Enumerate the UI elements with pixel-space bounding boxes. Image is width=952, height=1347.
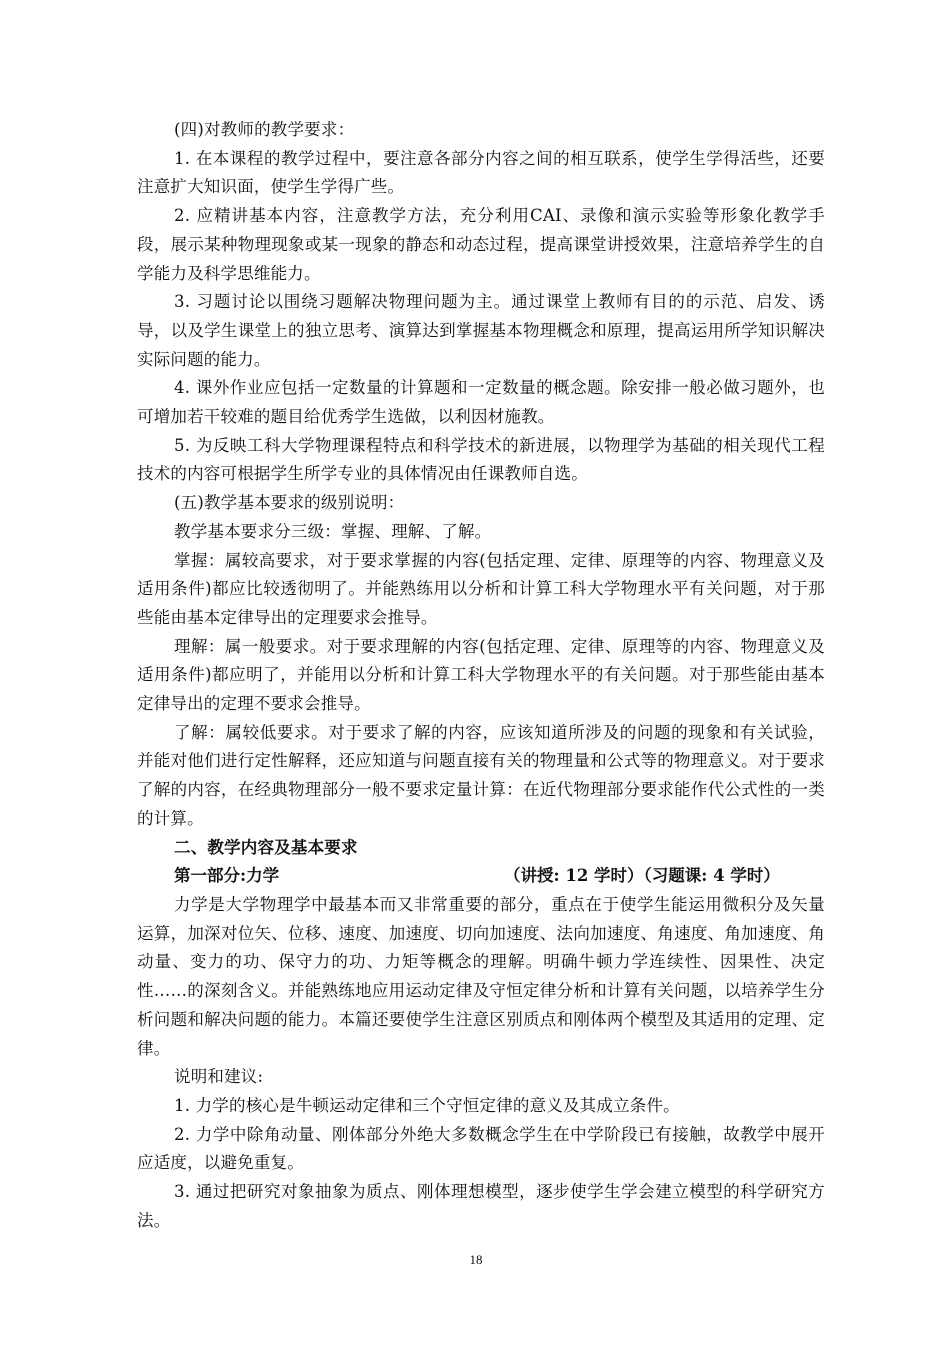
paragraph: 2. 应精讲基本内容，注意教学方法，充分利用CAI、录像和演示实验等形象化教学手段，展示某种物理现象或某一现象的静态和动态过程，提高课堂讲授效果，注意培养学生的自学能力及科学思维能力。 (137, 206, 825, 283)
paragraph: 1. 力学的核心是牛顿运动定律和三个守恒定律的意义及其成立条件。 (174, 1095, 680, 1115)
part-title: 第一部分:力学 (174, 866, 280, 886)
page-content (137, 116, 825, 1235)
subsection-heading-4: (四)对教师的教学要求： (174, 120, 355, 139)
paragraph: 3. 习题讨论以围绕习题解决物理问题为主。通过课堂上教师有目的的示范、启发、诱导，以及学生课堂上的独立思考、演算达到掌握基本物理概念和原理，提高运用所学知识解决实际问题的能力。 (137, 292, 825, 369)
paragraph: 掌握：属较高要求，对于要求掌握的内容(包括定理、定律、原理等的内容、物理意义及适用条件)都应比较透彻明了。并能熟练用以分析和计算工科大学物理水平有关问题，对于那些能由基本定律导出的定理要求会推导。 (137, 550, 825, 627)
paragraph: 3. 通过把研究对象抽象为质点、刚体理想模型，逐步使学生学会建立模型的科学研究方法。 (137, 1182, 825, 1230)
paragraph: 4. 课外作业应包括一定数量的计算题和一定数量的概念题。除安排一般必做习题外，也可增加若干较难的题目给优秀学生选做，以利因材施教。 (137, 378, 825, 427)
paragraph: 说明和建议: (174, 1067, 264, 1087)
paragraph: 了解：属较低要求。对于要求了解的内容，应该知道所涉及的问题的现象和有关试验，并能对他们进行定性解释，还应知道与问题直接有关的物理量和公式等的物理意义。对于要求了解的内容，在经典物理部分一般不要求定量计算：在近代物理部分要求能作代公式性的一类的计算。 (137, 722, 825, 828)
paragraph: 2. 力学中除角动量、刚体部分外绝大多数概念学生在中学阶段已有接触，故教学中展开应适度，以避免重复。 (137, 1124, 825, 1173)
section-heading: 二、教学内容及基本要求 (174, 837, 358, 857)
paragraph: 5. 为反映工科大学物理课程特点和科学技术的新进展，以物理学为基础的相关现代工程技术的内容可根据学生所学专业的具体情况由任课教师自选。 (137, 435, 825, 484)
paragraph: 教学基本要求分三级：掌握、理解、了解。 (174, 521, 492, 541)
paragraph: 1. 在本课程的教学过程中，要注意各部分内容之间的相互联系，使学生学得活些，还要注意扩大知识面，使学生学得广些。 (137, 148, 825, 197)
part-heading (137, 862, 825, 891)
subsection-heading-5: (五)教学基本要求的级别说明： (174, 493, 405, 513)
page-number: 18 (469, 1252, 483, 1267)
part-hours: （讲授: 12 学时）（习题课: 4 学时） (504, 866, 780, 886)
paragraph: 理解：属一般要求。对于要求理解的内容(包括定理、定律、原理等的内容、物理意义及适用条件)都应明了，并能用以分析和计算工科大学物理水平的有关问题。对于那些能由基本定律导出的定理不要求会推导。 (137, 636, 825, 714)
paragraph: 力学是大学物理学中最基本而又非常重要的部分，重点在于使学生能运用微积分及矢量运算，加深对位矢、位移、速度、加速度、切向加速度、法向加速度、角速度、角加速度、角动量、变力的功、保守力的功、力矩等概念的理解。明确牛顿力学连续性、因果性、决定性……的深刻含义。并能熟练地应用运动定律及守恒定律分析和计算有关问题，以培养学生分析问题和解决问题的能力。本篇还要使学生注意区别质点和刚体两个模型及其适用的定理、定律。 (137, 894, 825, 1058)
